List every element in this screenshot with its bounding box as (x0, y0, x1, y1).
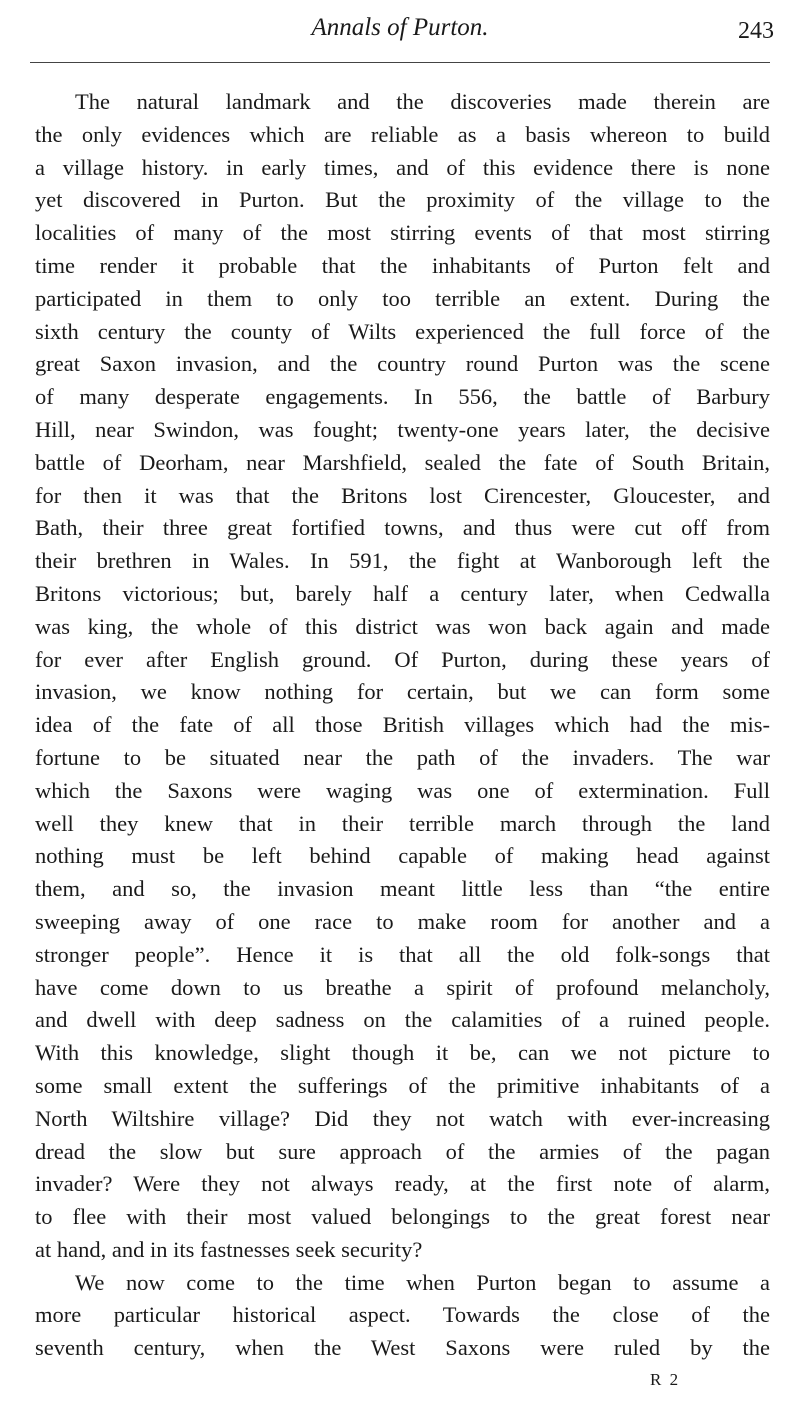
text-line: stronger people”. Hence it is that all the old folk-songs that (35, 941, 770, 967)
text-line: their brethren in Wales. In 591, the fight at Wanborough left the (35, 548, 770, 574)
text-line: time render it probable that the inhabitants of Purton felt and (35, 252, 770, 278)
text-line: With this knowledge, slight though it be, can we not picture to (35, 1040, 770, 1066)
text-line: a village history. in early times, and of this evidence there is none (35, 154, 770, 180)
text-line: at hand, and in its fastnesses seek security? (35, 1236, 423, 1262)
body-text (35, 86, 770, 1365)
text-line: well they knew that in their terrible march through the land (35, 810, 770, 836)
text-line: We now come to the time when Purton began to assume a (75, 1269, 770, 1295)
header-rule (30, 62, 770, 63)
text-line: of many desperate engagements. In 556, the battle of Barbury (35, 384, 770, 410)
text-line: invader? Were they not always ready, at the first note of alarm, (35, 1171, 770, 1197)
text-line: battle of Deorham, near Marshfield, sealed the fate of South Britain, (35, 449, 770, 475)
text-line: to flee with their most valued belongings to the great forest near (35, 1204, 770, 1230)
text-line: dread the slow but sure approach of the armies of the pagan (35, 1138, 770, 1164)
text-line: which the Saxons were waging was one of extermination. Full (35, 777, 770, 803)
text-line: localities of many of the most stirring events of that most stirring (35, 220, 770, 246)
text-line: more particular historical aspect. Towards the close of the (35, 1302, 770, 1328)
text-line: Hill, near Swindon, was fought; twenty-one years later, the decisive (35, 416, 770, 442)
text-line: and dwell with deep sadness on the calamities of a ruined people. (35, 1007, 770, 1033)
text-line: the only evidences which are reliable as a basis whereon to build (35, 121, 770, 147)
text-line: seventh century, when the West Saxons were ruled by the (35, 1335, 770, 1361)
text-line: Bath, their three great fortified towns, and thus were cut off from (35, 515, 770, 541)
text-line: The natural landmark and the discoveries made therein are (75, 89, 770, 114)
text-line: some small extent the sufferings of the primitive inhabitants of a (35, 1072, 770, 1098)
text-line: them, and so, the invasion meant little less than “the entire (35, 876, 770, 902)
text-line: for then it was that the Britons lost Cirencester, Gloucester, and (35, 482, 770, 508)
text-line: Britons victorious; but, barely half a century later, when Cedwalla (35, 580, 770, 606)
text-line: have come down to us breathe a spirit of profound melancholy, (35, 974, 770, 1000)
text-line: sixth century the county of Wilts experienced the full force of the (35, 318, 770, 344)
text-line: nothing must be left behind capable of making head against (35, 843, 770, 869)
text-line: yet discovered in Purton. But the proximity of the village to the (35, 187, 770, 213)
text-line: was king, the whole of this district was won back again and made (35, 613, 770, 639)
text-line: fortune to be situated near the path of the invaders. The war (35, 744, 770, 770)
text-line: participated in them to only too terrible an extent. During the (35, 285, 770, 311)
running-title: Annals of Purton. (311, 14, 489, 41)
page-number: 243 (738, 18, 774, 44)
text-line: for ever after English ground. Of Purton, during these years of (35, 646, 770, 672)
text-line: great Saxon invasion, and the country round Purton was the scene (35, 351, 770, 377)
text-line: North Wiltshire village? Did they not watch with ever-increasing (35, 1105, 770, 1131)
signature-mark: R 2 (650, 1370, 681, 1389)
text-line: invasion, we know nothing for certain, but we can form some (35, 679, 770, 705)
text-line: sweeping away of one race to make room for another and a (35, 908, 770, 934)
text-line: idea of the fate of all those British villages which had the mis- (35, 712, 770, 738)
